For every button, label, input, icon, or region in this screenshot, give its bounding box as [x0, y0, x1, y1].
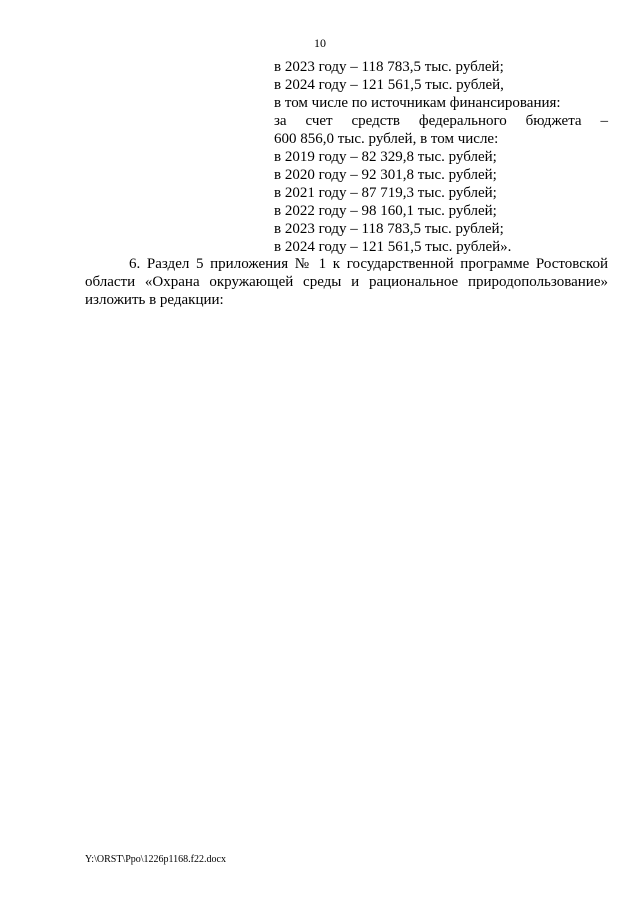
federal-budget-line — [274, 112, 608, 130]
financing-block — [274, 58, 608, 256]
federal-line-2019: в 2019 году – 82 329,8 тыс. рублей; — [274, 149, 497, 165]
paragraph-line: области «Охрана окружающей среды и рациональное природопользование» — [85, 274, 608, 290]
page-number: 10 — [314, 36, 326, 50]
federal-line-2023: в 2023 году – 118 783,5 тыс. рублей; — [274, 221, 504, 237]
federal-word: – — [600, 113, 608, 129]
federal-line-2021: в 2021 году – 87 719,3 тыс. рублей; — [274, 185, 497, 201]
federal-line-2024: в 2024 году – 121 561,5 тыс. рублей». — [274, 239, 512, 255]
paragraph-line: 6. Раздел 5 приложения № 1 к государственной программе Ростовской — [129, 256, 608, 272]
paragraph-line: изложить в редакции: — [85, 292, 224, 308]
federal-line-2020: в 2020 году – 92 301,8 тыс. рублей; — [274, 167, 497, 183]
financing-sources-line: в том числе по источникам финансирования: — [274, 95, 561, 111]
federal-total-line: 600 856,0 тыс. рублей, в том числе: — [274, 131, 499, 147]
federal-word: счет — [305, 113, 333, 129]
federal-line-2022: в 2022 году – 98 160,1 тыс. рублей; — [274, 203, 497, 219]
financing-line-2023: в 2023 году – 118 783,5 тыс. рублей; — [274, 59, 504, 75]
federal-word: федерального — [418, 113, 507, 129]
paragraph-6 — [85, 255, 608, 309]
footer-file-path: Y:\ORST\Ppo\1226p1168.f22.docx — [85, 854, 226, 865]
federal-word: за — [274, 113, 287, 129]
federal-word: средств — [351, 113, 401, 129]
financing-line-2024: в 2024 году – 121 561,5 тыс. рублей, — [274, 77, 504, 93]
federal-word: бюджета — [525, 113, 582, 129]
